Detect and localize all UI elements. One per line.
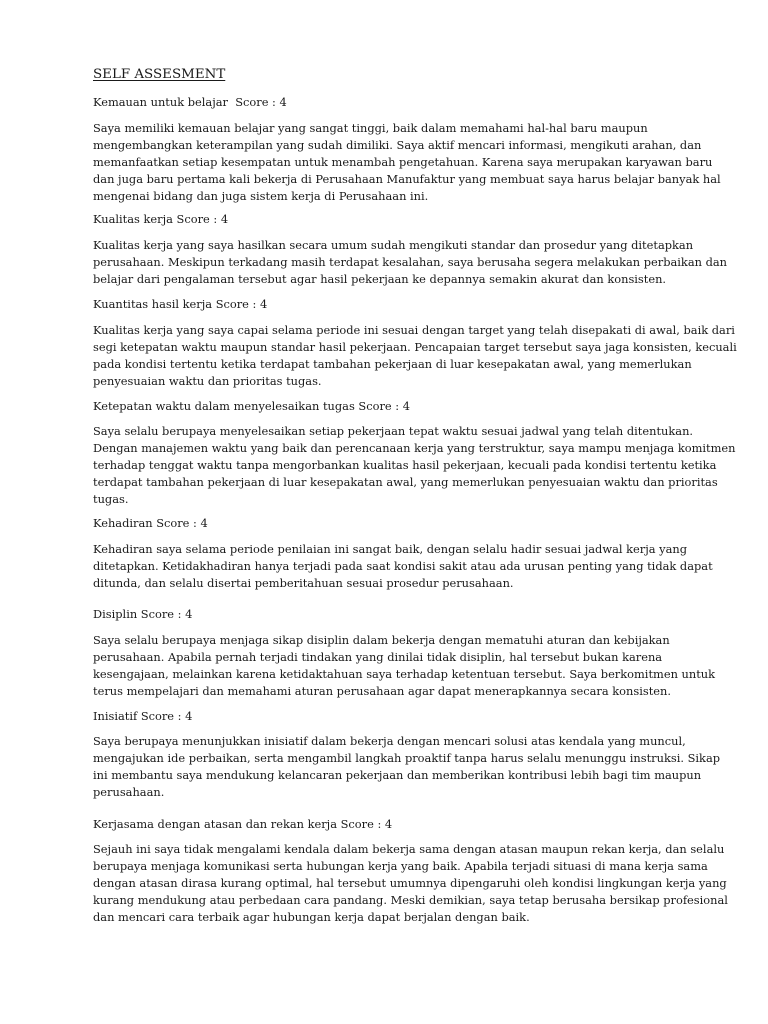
paragraph-line: kesengajaan, melainkan karena ketidaktahuan saya terhadap ketentuan tersebut. Saya berkomitmen untuk [93, 667, 716, 681]
paragraph-line: Saya selalu berupaya menyelesaikan setiap pekerjaan tepat waktu sesuai jadwal yang telah ditentukan. [93, 424, 694, 438]
document-title: SELF ASSESMENT [93, 67, 226, 82]
paragraph-line: perusahaan. [93, 785, 165, 799]
section-heading-ketepatan-waktu: Ketepatan waktu dalam menyelesaikan tugas Score : 4 [93, 399, 410, 413]
section-heading-kehadiran: Kehadiran Score : 4 [93, 516, 208, 530]
paragraph-line: ditetapkan. Ketidakhadiran hanya terjadi pada saat kondisi sakit atau ada urusan penting yang tidak dapat [93, 559, 713, 573]
section-paragraph-kerjasama [93, 841, 728, 926]
paragraph-line: dan mencari cara terbaik agar hubungan kerja dapat berjalan dengan baik. [93, 910, 530, 924]
paragraph-line: Kehadiran saya selama periode penilaian ini sangat baik, dengan selalu hadir sesuai jadwal kerja yang [93, 542, 688, 556]
paragraph-line: perusahaan. Apabila pernah terjadi tindakan yang dinilai tidak disiplin, hal tersebut bukan karena [93, 650, 663, 664]
section-paragraph-disiplin [93, 632, 716, 700]
paragraph-line: Kualitas kerja yang saya capai selama periode ini sesuai dengan target yang telah disepakati di awal, baik dari [93, 323, 735, 337]
section-heading-kerjasama: Kerjasama dengan atasan dan rekan kerja Score : 4 [93, 817, 393, 831]
paragraph-line: Saya selalu berupaya menjaga sikap disiplin dalam bekerja dengan mematuhi aturan dan kebijakan [93, 633, 670, 647]
paragraph-line: dan juga baru pertama kali bekerja di Perusahaan Manufaktur yang membuat saya harus belajar banyak hal [93, 172, 721, 186]
paragraph-line: Dengan manajemen waktu yang baik dan perencanaan kerja yang terstruktur, saya mampu menjaga komitmen [93, 441, 736, 455]
paragraph-line: belajar dari pengalaman tersebut agar hasil pekerjaan ke depannya semakin akurat dan konsisten. [93, 272, 667, 286]
paragraph-line: kurang mendukung atau perbedaan cara pandang. Meski demikian, saya tetap berusaha bersikap profesional [93, 893, 728, 907]
section-paragraph-kemauan-belajar [93, 120, 721, 205]
section-heading-kualitas-kerja: Kualitas kerja Score : 4 [93, 212, 229, 226]
paragraph-line: terus mempelajari dan memahami aturan perusahaan agar dapat menerapkannya secara konsisten. [93, 684, 671, 698]
section-heading-inisiatif: Inisiatif Score : 4 [93, 709, 193, 723]
paragraph-line: berupaya menjaga komunikasi serta hubungan kerja yang baik. Apabila terjadi situasi di mana kerja sama [93, 859, 708, 873]
paragraph-line: memanfaatkan setiap kesempatan untuk menambah pengetahuan. Karena saya merupakan karyawan baru [93, 155, 713, 169]
paragraph-line: dengan atasan dirasa kurang optimal, hal tersebut umumnya dipengaruhi oleh kondisi lingkungan kerja yang [93, 876, 727, 890]
paragraph-line: penyesuaian waktu dan prioritas tugas. [93, 374, 322, 388]
paragraph-line: tugas. [93, 492, 129, 506]
section-paragraph-inisiatif [93, 733, 721, 801]
paragraph-line: Saya memiliki kemauan belajar yang sangat tinggi, baik dalam memahami hal-hal baru maupun [93, 121, 648, 135]
section-paragraph-kuantitas-hasil-kerja [93, 322, 737, 390]
paragraph-line: pada kondisi tertentu ketika terdapat tambahan pekerjaan di luar kesepakatan awal, yang memerlukan [93, 357, 692, 371]
paragraph-line: perusahaan. Meskipun terkadang masih terdapat kesalahan, saya berusaha segera melakukan perbaikan dan [93, 255, 727, 269]
paragraph-line: segi ketepatan waktu maupun standar hasil pekerjaan. Pencapaian target tersebut saya jaga konsisten, kecuali [93, 340, 737, 354]
paragraph-line: mengenai bidang dan juga sistem kerja di Perusahaan ini. [93, 189, 429, 203]
paragraph-line: terdapat tambahan pekerjaan di luar kesepakatan awal, yang memerlukan penyesuaian waktu dan prioritas [93, 475, 718, 489]
section-paragraph-ketepatan-waktu [93, 423, 736, 508]
paragraph-line: Sejauh ini saya tidak mengalami kendala dalam bekerja sama dengan atasan maupun rekan kerja, dan selalu [93, 842, 725, 856]
paragraph-line: Kualitas kerja yang saya hasilkan secara umum sudah mengikuti standar dan prosedur yang ditetapkan [93, 238, 694, 252]
paragraph-line: terhadap tenggat waktu tanpa mengorbankan kualitas hasil pekerjaan, kecuali pada kondisi tertentu ketika [93, 458, 717, 472]
paragraph-line: ini membantu saya mendukung kelancaran pekerjaan dan memberikan kontribusi lebih bagi tim maupun [93, 768, 702, 782]
paragraph-line: Saya berupaya menunjukkan inisiatif dalam bekerja dengan mencari solusi atas kendala yang muncul, [93, 734, 686, 748]
paragraph-line: mengembangkan keterampilan yang sudah dimiliki. Saya aktif mencari informasi, mengikuti arahan, dan [93, 138, 702, 152]
section-heading-disiplin: Disiplin Score : 4 [93, 607, 193, 621]
paragraph-line: ditunda, dan selalu disertai pemberitahuan sesuai prosedur perusahaan. [93, 576, 514, 590]
section-heading-kemauan-belajar: Kemauan untuk belajar Score : 4 [93, 95, 287, 109]
section-paragraph-kualitas-kerja [93, 237, 727, 288]
paragraph-line: mengajukan ide perbaikan, serta mengambil langkah proaktif tanpa harus selalu menunggu instruksi. Sikap [93, 751, 721, 765]
section-heading-kuantitas-hasil-kerja: Kuantitas hasil kerja Score : 4 [93, 297, 268, 311]
section-paragraph-kehadiran [93, 541, 713, 592]
